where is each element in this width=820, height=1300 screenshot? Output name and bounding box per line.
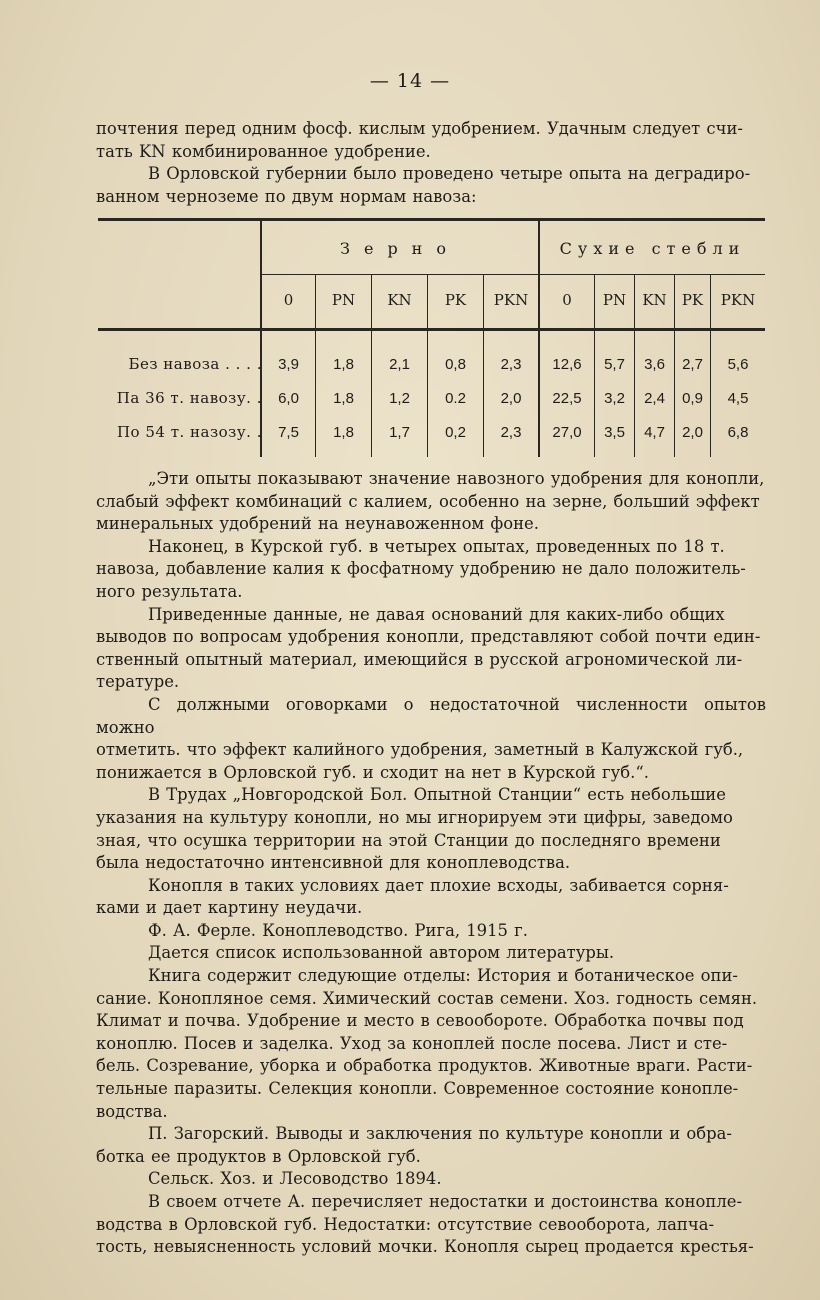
table-cell: 3,5 [604, 424, 625, 441]
subheader: 0 [283, 291, 294, 309]
text-line: Дается список использованной автором литературы. [148, 943, 615, 963]
table-cell: 3,9 [278, 356, 299, 373]
text-line: „Эти опыты показывают значение навозного удобрения для конопли, [148, 469, 765, 488]
table-cell: 5,6 [727, 356, 749, 373]
subheader: KN [642, 291, 667, 309]
text-line: тературе. [96, 672, 180, 692]
text-line: Книга содержит следующие отделы: История и ботаническое опи- [148, 966, 738, 986]
paragraph [96, 784, 766, 874]
text-line: зная, что осушка территории на этой Станции до последняго времени [96, 830, 721, 850]
table-cell: 22,5 [552, 390, 582, 407]
table-cell: 2,7 [682, 356, 703, 373]
subheader: PK [444, 291, 467, 309]
table-cell: 2,4 [644, 390, 665, 407]
intro-line: тать KN комбинированное удобрение. [96, 141, 431, 161]
table-cell: 1,8 [333, 390, 354, 407]
page-number: — 14 — [369, 70, 451, 92]
intro-line: В Орловской губернии было проведено четыре опыта на деградиро- [148, 164, 751, 184]
table-cell: 27,0 [552, 424, 582, 441]
text-line: Приведенные данные, не давая оснований для каких-либо общих [148, 604, 725, 624]
table-cell: 12,6 [552, 356, 582, 373]
text-line: коноплю. Посев и заделка. Уход за коноплей после посева. Лист и сте- [96, 1033, 728, 1053]
table-cell: 1,2 [389, 390, 410, 407]
header-dry-stems: Сухие стебли [559, 239, 746, 258]
citation-line: ботка ее продуктов в Орловской губ. [96, 1146, 421, 1166]
table-cell: 0,9 [682, 390, 703, 407]
text-line: тельные паразиты. Селекция конопли. Современное состояние коноплe- [96, 1079, 739, 1099]
subheader: PKN [720, 291, 756, 309]
fertilizer-table [98, 218, 765, 457]
table-cell: 2,3 [500, 356, 522, 373]
text-line: С должными оговорками о недостаточной численности опытов можно [96, 694, 766, 737]
table-cell: 3,6 [644, 356, 665, 373]
table-cell: 7,5 [278, 424, 299, 441]
text-line: была недостаточно интенсивной для коноплеводства. [96, 853, 571, 873]
table-rule [262, 274, 765, 275]
paragraph [96, 536, 766, 604]
text-line: отметить. что эффект калийного удобрения, заметный в Калужской губ., [96, 740, 744, 760]
table-rule [98, 328, 765, 331]
citation-line: Сельск. Хоз. и Лесоводство 1894. [148, 1169, 442, 1189]
table-cell: 6,8 [727, 424, 749, 441]
table-cell: 0.2 [445, 390, 466, 407]
text-line: минеральных удобрений на неунавоженном фоне. [96, 514, 539, 534]
paragraph [96, 604, 766, 694]
paragraph [96, 1191, 766, 1259]
text-line: ного результата. [96, 581, 243, 601]
intro-line: ванном черноземе по двум нормам навоза: [96, 186, 477, 206]
text-line: ственный опытный материал, имеющийся в русской агрономической ли- [96, 649, 743, 669]
text-line: выводов по вопросам удобрения конопли, представляют собой почти един- [96, 627, 761, 647]
text-line: навоза, добавление калия к фосфатному удобрению не дало положитель- [96, 559, 746, 579]
citation-line: Ф. А. Ферле. Коноплеводство. Рига, 1915 г. [148, 920, 528, 940]
text-line: сание. Конопляное семя. Химический состав семени. Хоз. годность семян. [96, 988, 758, 1008]
paragraph [96, 942, 766, 965]
citation [96, 1168, 766, 1191]
subheader: PN [331, 291, 356, 309]
subheader: PN [602, 291, 627, 309]
table-cell: 4,7 [644, 424, 665, 441]
citation-line: П. Загорский. Выводы и заключения по культуре конопли и обра- [148, 1124, 732, 1144]
table-cell: 2,3 [500, 424, 522, 441]
text-line: понижается в Орловской губ. и сходит на нет в Курской губ.“. [96, 762, 649, 782]
text-line: Наконец, в Курской губ. в четырех опытах, проведенных по 18 т. [148, 536, 725, 556]
text-line: водства. [96, 1101, 168, 1121]
text-line: В своем отчете А. перечисляет недостатки и достоинства коноплe- [148, 1192, 743, 1211]
subheader: KN [387, 291, 412, 309]
table-cell: 3,2 [604, 390, 625, 407]
table-cell: 2,1 [389, 356, 410, 373]
text-line: бель. Созревание, уборка и обработка продуктов. Животные враги. Расти- [96, 1056, 753, 1076]
row-label: Па 36 т. навозу. . [116, 389, 262, 407]
paragraph [96, 694, 766, 784]
text-line: Конопля в таких условиях дает плохие всходы, забивается сорня- [148, 875, 729, 895]
row-label: По 54 т. назозу. . [116, 423, 262, 441]
table-cell: 1,7 [389, 424, 410, 441]
text-line: ками и дает картину неудачи. [96, 898, 363, 918]
table-cell: 2,0 [682, 424, 703, 441]
citation [96, 920, 766, 943]
table-cell: 5,7 [604, 356, 625, 373]
intro-line: почтения перед одним фосф. кислым удобрением. Удачным следует счи- [96, 119, 743, 138]
table-cell: 1,8 [333, 424, 354, 441]
text-line: водства в Орловской губ. Недостатки: отсутствие севооборота, лапча- [96, 1214, 714, 1234]
paragraph [96, 875, 766, 920]
intro-text [96, 118, 766, 208]
text-line: слабый эффект комбинаций с калием, особенно на зерне, больший эффект [96, 491, 760, 511]
text-line: указания на культуру конопли, но мы игнорируем эти цифры, заведомо [96, 807, 733, 827]
text-line: Климат и почва. Удобрение и место в севообороте. Обработка почвы под [96, 1011, 744, 1031]
citation [96, 1123, 766, 1168]
table-cell: 1,8 [333, 356, 354, 373]
row-label: Без навоза . . . . [128, 355, 262, 373]
subheader: 0 [562, 291, 572, 309]
subheader: PK [681, 291, 704, 309]
subheader: PKN [493, 291, 529, 309]
text-line: тость, невыясненность условий мочки. Конопля сырец продается крестья- [96, 1237, 754, 1257]
text-line: В Трудах „Новгородской Бол. Опытной Станции“ есть небольшие [148, 785, 726, 805]
table-cell: 2,0 [500, 390, 522, 407]
paragraph [96, 468, 766, 536]
table-cell: 0,2 [445, 424, 466, 441]
table-cell: 0,8 [445, 356, 466, 373]
table-cell: 6,0 [278, 390, 299, 407]
header-grain: Зерно [340, 239, 460, 258]
paragraph [96, 965, 766, 1123]
table-cell: 4,5 [727, 390, 749, 407]
body-text [96, 468, 766, 1259]
